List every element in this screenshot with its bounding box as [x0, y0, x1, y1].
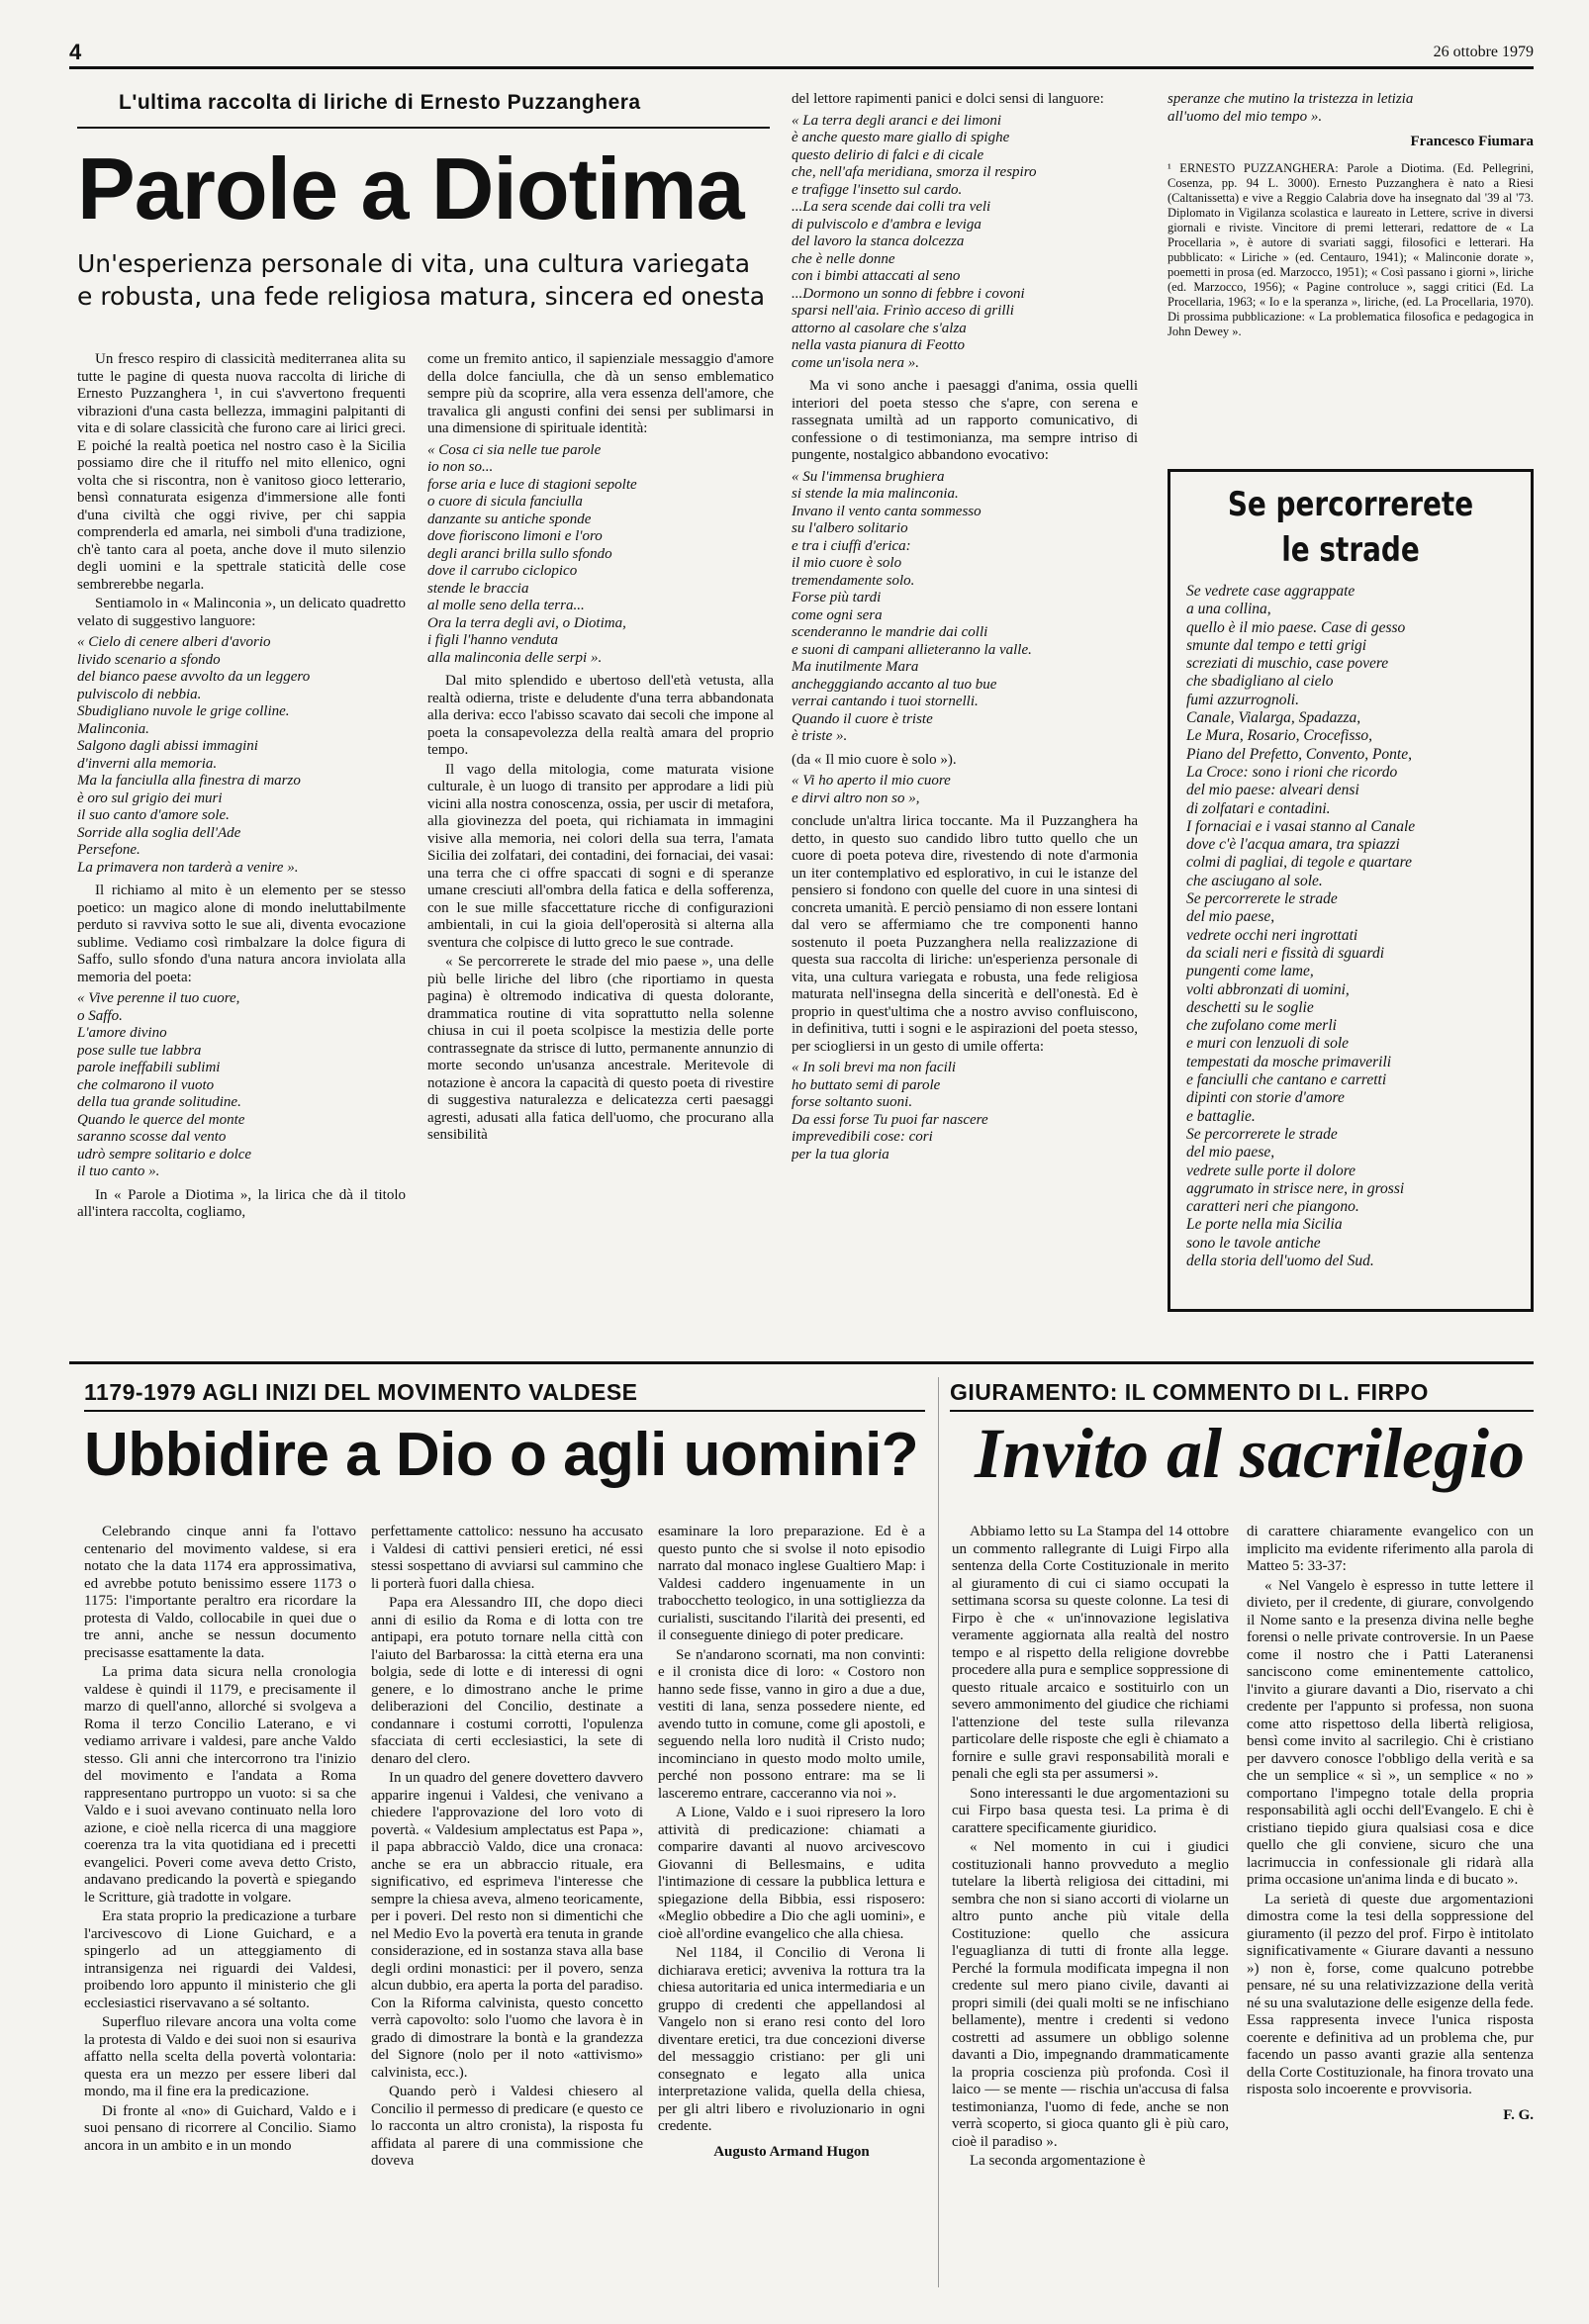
paragraph: di carattere chiaramente evangelico con un implicito ma evidente riferimento alla parola di Matteo 5: 33-37: [1247, 1524, 1534, 1574]
article1-column-2 [427, 351, 774, 1341]
paragraph: Dal mito splendido e ubertoso dell'età vetusta, alla realtà odierna, triste e deludente d'una terra abbandonata alla deriva: ecco l'abisso scavato dai secoli che impone al poeta la consapevolezza della realtà amara del proprio tempo. [427, 673, 774, 758]
poem-excerpt: « Su l'immensa brughiera si stende la mia malinconia. Invano il vento canta sommesso su l'albero solitario e tra i ciuffi d'erica: il mio cuore è solo tremendamente solo. Forse più tardi come ogni sera scenderanno le mandrie dai colli e suoni di campani allieteranno la valle. Ma inutilmente Mara anchegggiando accanto al tuo bue verrai cantando i tuoi stornelli. Quando il cuore è triste è triste ». [792, 468, 1032, 744]
article3-column-2 [1247, 1524, 1534, 2295]
paragraph: esaminare la loro preparazione. Ed è a questo punto che si svolse il noto episodio narrato dal monaco inglese Gualtiero Map: i Valdesi caddero ingenuamente in un trabocchetto teologico, in una sottigliezza da curialisti, suscitando l'ilarità dei presenti, ed il conseguente diniego di poter predicare. [658, 1524, 925, 1643]
paragraph: Se n'andarono scornati, ma non convinti: e il cronista dice di loro: « Costoro non hanno sede fisse, vanno in giro a due a due, vestiti di lana, senza possedere niente, ed avendo tutto in comune, come gli apostoli, e seguendo nella loro nudità il Cristo nudo; incominciano in questo modo molto umile, perché non possono entrare: ma se li lasceremo entrare, cacceranno via noi ». [658, 1646, 925, 1802]
poem-excerpt: « Cosa ci sia nelle tue parole io non so... forse aria e luce di stagioni sepolte o cuore di sicula fanciulla danzante su antiche sponde dove fioriscono limoni e l'oro degli aranci brilla sullo sfondo dove il carrubo ciclopico stende le braccia al molle seno della terra... Ora la terra degli avi, o Diotima, i figli l'hanno venduta alla malinconia delle serpi ». [427, 441, 637, 666]
article1-kicker: L'ultima raccolta di liriche di Ernesto Puzzanghera [119, 91, 641, 114]
column-divider [938, 1377, 939, 2287]
paragraph: Sono interessanti le due argomentazioni su cui Firpo basa questa tesi. La prima è di carattere specificamente giuridico. [952, 1785, 1229, 1836]
paragraph: « Nel Vangelo è espresso in tutte lettere il divieto, per il credente, di giurare, convolgendo il Nome santo e la presenza divina nelle beghe forensi o nelle private controversie. In un Paese come il nostro che i Patti Lateranensi sanciscono come eminentemente cattolico, l'invito a giurare davanti a Dio, riservato a chi credente per l'appunto si professa, non suona come atto rispettoso della libertà religiosa, bensì come invito al sacrilegio. Chi è cristiano per davvero conosce l'obbligo della verità e sa che un semplice « sì », un semplice « no » comportano l'impegno totale della propria responsabilità agli occhi dell'Evangelo. E chi è cristiano tiepido giura qualsiasi cosa e dice quello che gli conviene, sicuro che una lacrimuccia in confessionale gli ridarà alla prima occasione un'anima linda e di bucato ». [1247, 1577, 1534, 1888]
paragraph: Il richiamo al mito è un elemento per se stesso poetico: un magico alone di mondo ineluttabilmente perduto si ravviva sotto le sue ali, diventa evocazione sublime. Vediamo così rimbalzare la dolce figura di Saffo, sullo sfondo d'una natura ancora inviolata alla memoria del poeta: [77, 883, 406, 985]
article1-column-3 [792, 91, 1138, 1343]
article2-signature: Augusto Armand Hugon [713, 2143, 870, 2160]
paragraph: Papa era Alessandro III, che dopo dieci anni di esilio da Roma e di lotta con tre antipapi, era potuto tornare nella città con l'aiuto del Barbarossa: la città eterna era una bolgia, sede di lotte e di interessi di ogni genere, e lo dimostrano anche le prime deliberazioni del Concilio, destinate a condannare i costumi corrotti, l'opulenza sfacciata di certi ecclesiastici, la sete di denaro del clero. [371, 1595, 643, 1767]
poem-excerpt: « Cielo di cenere alberi d'avorio livido scenario a sfondo del bianco paese avvolto da un leggero pulviscolo di nebbia. Sbudigliano nuvole le grige colline. Malinconia. Salgono dagli abissi immagini d'inverni alla memoria. Ma la fanciulla alla finestra di marzo è oro sul grigio dei muri il suo canto d'amore sole. Sorride alla soglia dell'Ade Persefone. La primavera non tarderà a venire ». [77, 634, 311, 876]
paragraph: Superfluo rilevare ancora una volta come la protesta di Valdo e dei suoi non si esauriva affatto nella scelta della povertà volontaria: questa era un mezzo per essere liberi dal mondo, ma il fine era la predicazione. [84, 2014, 356, 2099]
article3-signature: F. G. [1503, 2106, 1534, 2123]
article1-column-1 [77, 351, 406, 1341]
article1-footnote: ¹ ERNESTO PUZZANGHERA: Parole a Diotima. (Ed. Pellegrini, Cosenza, pp. 94 L. 3000). Ernesto Puzzanghera è nato a Riesi (Caltanissetta) e vive a Reggio Calabria dove ha insegnato dal '39 al '73. Diplomato in Vigilanza scolastica e laureato in Lettere, scrive in diversi giornali e riviste. Vincitore di premi letterari, redattore de « La Procellaria », è autore di svariati saggi, filosofici e letterari. Ha pubblicato: « Liriche » (ed. Centauro, 1941); « Malinconie dorate », poemetti in prosa (ed. Marzocco, 1951); « Così passano i giorni », liriche (ed. Marzocco, 1956); « Pagine controluce », saggi critici (Ed. La Procellaria, 1963; « Io e la speranza », liriche, (ed. La Procellaria, 1970). Di prossima pubblicazione: « La problematica filosofica e pedagogica in John Dewey ». [1168, 160, 1534, 338]
paragraph: come un fremito antico, il sapienziale messaggio d'amore della dolce fanciulla, che dà un senso emblematico sempre più da scoprire, alla vera essenza dell'amore, che travalica gli angusti confini dei sensi per sublimarsi in una dimensione di spirituale identità: [427, 351, 774, 436]
paragraph: In un quadro del genere dovettero davvero apparire ingenui i Valdesi, che venivano a chiedere l'approvazione del loro voto di povertà. « Valdesium amplectatus est Papa », il papa abbracciò Valdo, dice una cronaca: anche se era un abbraccio rituale, era significativo, ed esprimeva l'interesse che sempre la chiesa aveva, almeno teoricamente, per i poveri. Del resto non si dimentichi che nel Medio Evo la povertà era tenuta in grande considerazione, ed in sostanza stava alla base degli ordini monastici: per il povero, senza alcun dubbio, era aperta la porta del paradiso. Con la Riforma calvinista, questo concetto verrà capovolto: solo l'uomo che lavora è in grado di dimostrare la bontà e la grandezza del Signore (nolo per il noto «attivismo» calvinista, ecc.). [371, 1770, 643, 2081]
article1-signature: Francesco Fiumara [1410, 134, 1534, 149]
poem-excerpt: « In soli brevi ma non facili ho buttato semi di parole forse soltanto suoni. Da essi forse Tu puoi far nascere imprevedibili cose: cori per la tua gloria [792, 1060, 988, 1162]
issue-date: 26 ottobre 1979 [1426, 44, 1534, 61]
paragraph: La serietà di queste due argomentazioni dimostra come la tesi della soppressione del giuramento (il pezzo del prof. Firpo è intitolato significativamente « Giurare davanti a nessuno ») non è, forse, come qualcuno potrebbe pensare, né su una relativizzazione della verità né su una svalutazione delle esigenze della fede. Essa rappresenta invece l'unica risposta coerente e definitiva ad un problema che, pur facendo un passo avanti grazie alla sentenza della Corte Costituzionale, ha finora trovato una risposta solo incoerente e provvisoria. [1247, 1891, 1534, 2097]
poem-excerpt: « La terra degli aranci e dei limoni è anche questo mare giallo di spighe questo delirio di falci e di cicale che, nell'afa meridiana, smorza il respiro e trafigge l'insetto sul cardo. ...La sera scende dai colli tra veli di pulviscolo e d'ambra e leviga del lavoro la stanca dolcezza che è nelle donne con i bimbi attaccati al seno ...Dormono un sonno di febbre i covoni sparsi nell'aia. Frinìo acceso di grilli attorno al casolare che s'alza nella vasta pianura di Feotto come un'isola nera ». [792, 112, 1037, 371]
paragraph: La prima data sicura nella cronologia valdese è quindi il 1179, e precisamente il marzo di quell'anno, allorché si svolgeva a Roma il terzo Concilio Laterano, e vi vediamo arrivare i valdesi, pare anche Valdo stesso. Gli anni che intercorrono tra l'inizio del movimento e l'andata a Roma rappresentano purtroppo un vuoto: si sa che Valdo e i suoi avevano continuato nella loro azione, e cioè nella ricerca di una maggiore coerenza tra la vita quotidiana ed i precetti evangelici. Poveri come aveva detto Cristo, andavano predicando la povertà e spiegando le Scritture, già tradotte in volgare. [84, 1664, 356, 1906]
paragraph: Abbiamo letto su La Stampa del 14 ottobre un commento rallegrante di Luigi Firpo alla sentenza della Corte Costituzionale in merito al giuramento di cui ci siamo occupati la settimana scorsa su queste colonne. La tesi di Firpo è che « un'innovazione legislativa veramente aggiornata alla realtà del nostro tempo e al rispetto della religione dovrebbe procedere alla pura e semplice soppressione di questo rituale arcaico e sostituirlo con un severo ammonimento del giudice che richiami l'attenzione del teste sulla rilevanza particolare delle risposte che egli è chiamato a fornire e sulle gravi responsabilità morali e penali che egli sta per assumersi ». [952, 1524, 1229, 1782]
poem-excerpt: « Vive perenne il tuo cuore, o Saffo. L'amore divino pose sulle tue labbra parole ineffabili sublimi che colmarono il vuoto della tua grande solitudine. Quando le querce del monte saranno scosse dal vento udrò sempre solitario e dolce il tuo canto ». [77, 990, 252, 1179]
paragraph: La seconda argomentazione è [970, 2153, 1146, 2169]
paragraph: Era stata proprio la predicazione a turbare l'arcivescovo di Lione Guichard, e a spingerlo ad un atteggiamento di intransigenza nei riguardi dei Valdesi, proibendo loro appunto il ministerio che gli ecclesiastici riservavano a sé soltanto. [84, 1908, 356, 2011]
article3-kicker-rule [950, 1410, 1534, 1412]
article1-title: Parole a Diotima [77, 139, 744, 237]
paragraph: Il vago della mitologia, come maturata visione culturale, è un luogo di transito per approdare a lidi più vicini alla nostra conoscenza, ossia, per uscir di metafora, alla giovinezza del poeta, qui richiamata in immagini visive alla memoria, nei colori della sua terra, l'amata Sicilia dei zolfatari, dei contadini, dei fornaciai, dei vasai: una terra che ci offre spaccati di sogni e di speranze umane cresciuti all'ombra della fatica e della sofferenza, con le sue mille sfaccettature ricche di configurazioni ambientali, in cui la gioia dell'operosità si alterna alla sventura che colpisce di lutto greco le sue contrade. [427, 761, 774, 951]
paragraph: Un fresco respiro di classicità mediterranea alita su tutte le pagine di questa nuova raccolta di liriche di Ernesto Puzzanghera ¹, in cui s'avvertono frequenti vibrazioni d'una casta bellezza, immagini palpitanti di vita e di solare classicità che furono care ai lirici greci. E poiché la realtà poetica nel nostro caso è la Sicilia possiamo dire che il rituffo nel mito ellenico, ogni volta che si riscontra, non è vanitoso gioco letterario, bensì connaturata esigenza d'immersione alle fonti d'una civiltà che oggi rivive, per chi sappia comprenderla ed amarla, nei simboli d'una tradizione, ch'è tanto cara al poeta, anche dove il muto silenzio degli uomini e la spettrale staticità delle cose sembrerebbe negarla. [77, 351, 406, 593]
paragraph: Nel 1184, il Concilio di Verona li dichiarava eretici; avveniva la rottura tra la chiesa autoritaria ed unica intermediaria e un gruppo di credenti che appellandosi al Vangelo non si erano resi conto del loro diventare eretici, tra due concezioni diverse del messaggio cristiano: per gli uni consegnato e legato alla unica interpretazione valida, quella della chiesa, per gli altri libero e rivoluzionario in ogni credente. [658, 1945, 925, 2134]
paragraph: In « Parole a Diotima », la lirica che dà il titolo all'intera raccolta, cogliamo, [77, 1186, 406, 1220]
page-number: 4 [69, 40, 89, 65]
paragraph: A Lione, Valdo e i suoi ripresero la loro attività di predicazione: chiamati a comparire davanti al nuovo arcivescovo Giovanni di Bellesmains, e udita l'intimazione di cessare la pubblica lettura e spiegazione della Bibbia, essi risposero: «Meglio obbedire a Dio che agli uomini», e cioè all'ordine evangelico che alla chiesa. [658, 1805, 925, 1942]
article3-title: Invito al sacrilegio [975, 1414, 1525, 1493]
article2-title: Ubbidire a Dio o agli uomini? [84, 1421, 919, 1489]
article2-kicker: 1179-1979 AGLI INIZI DEL MOVIMENTO VALDESE [84, 1379, 638, 1405]
article2-kicker-rule [84, 1410, 925, 1412]
paragraph: « Se percorrerete le strade del mio paese », una delle più belle liriche del libro (che riportiamo in questa pagina) è oltremodo indicativa di questa dolorante, drammatica routine di vita soprattutto nella solenne chiusa in cui il poeta scolpisce la mestizia delle porte contrassegnate da strisce di lutto, permanente annunzio di morte secondo un'usanza ancestrale. Meritevole di notazione è ancora la capacità di questo poeta di rivestire di suggestiva naturalezza e delicatezza certi paesaggi agresti, adusati alla fatica dell'uomo, che procurano alla sensibilità [427, 954, 774, 1143]
paragraph: perfettamente cattolico: nessuno ha accusato i Valdesi di cattivi pensieri eretici, né essi stessi sospettano di avviarsi sul cammino che li porterà fuori dalla chiesa. [371, 1524, 643, 1592]
poem-excerpt: « Vi ho aperto il mio cuore e dirvi altro non so », [792, 773, 951, 806]
article3-column-1 [952, 1524, 1229, 2295]
paragraph: conclude un'altra lirica toccante. Ma il Puzzanghera ha detto, in questo suo candido libro tutto quello che un cuore di poeta poteva dire, rivestendo di note d'armonia un iter contemplativo ed esplorativo, in cui le istanze del pensiero si fondono con quelle del cuore in una sintesi di concreta umanità. E perciò pensiamo di non essere lontani dal vero se affermiamo che tre componenti hanno sostenuto il poeta Puzzanghera nella realizzazione di questa sua raccolta di liriche: un'esperienza personale di vita, una cultura variegata e robusta, una fede religiosa maturata nell'insegna della sincerità e dell'onestà. Ed è proprio in quest'ultima che a nostro avviso confluiscono, in definitiva, tutti i sogni e le aspirazioni del poeta stesso, per sciogliersi in un gesto di umile offerta: [792, 813, 1138, 1055]
paragraph: Di fronte al «no» di Guichard, Valdo e i suoi pensano di ricorrere al Concilio. Siamo ancora in un ambito e in un mondo [84, 2102, 356, 2154]
section-divider [69, 1361, 1534, 1364]
article2-column-1 [84, 1524, 356, 2276]
article1-kicker-rule [77, 127, 770, 129]
poem-excerpt: speranze che mutino la tristezza in letizia all'uomo del mio tempo ». [1168, 91, 1414, 125]
poem-box-body: Se vedrete case aggrappate a una collina, quello è il mio paese. Case di gesso smunte dal tempo e tetti grigi screziati di muschio, case povere che sbadigliano al cielo fumi azzurrognoli. Canale, Vialarga, Spadazza, Le Mura, Rosario, Crocefisso, Piano del Prefetto, Convento, Ponte, La Croce: sono i rioni che ricordo del mio paese: alveari densi di zolfatari e contadini. I fornaciai e i vasai stanno al Canale dove c'è l'acqua amara, tra spiazzi colmi di pagliai, di tegole e quartare che asciugano al sole. Se percorrerete le strade del mio paese, vedrete occhi neri ingrottati da sciali neri e fissità di sguardi pungenti come lame, volti abbronzati di uomini, deschetti su le soglie che zufolano come merli e muri con lenzuoli di sole tempestati da mosche primaverili e fanciulli che cantano e carretti dipinti con storie d'amore e battaglie. Se percorrerete le strade del mio paese, vedrete sulle porte il dolore aggrumato in strisce nere, in grossi caratteri neri che piangono. Le porte nella mia Sicilia sono le tavole antiche della storia dell'uomo del Sud. [1186, 583, 1416, 1269]
paragraph: del lettore rapimenti panici e dolci sensi di languore: [792, 91, 1104, 107]
article2-column-3 [658, 1524, 925, 2276]
paragraph: Ma vi sono anche i paesaggi d'anima, ossia quelli interiori del poeta stesso che s'apre, con serena e rassegnata umiltà ad un rapporto comunicativo, di confessione o di testimonianza, ma sempre intriso di pungente, nostalgico abbandono evocativo: [792, 378, 1138, 463]
article1-column-4 [1168, 91, 1534, 457]
article3-kicker: GIURAMENTO: IL COMMENTO DI L. FIRPO [950, 1379, 1429, 1405]
paragraph: Quando però i Valdesi chiesero al Concilio il permesso di predicare (e questo ce lo racconta un altro cronista), la risposta fu affidata al parere di una commissione che doveva [371, 2084, 643, 2169]
paragraph: Celebrando cinque anni fa l'ottavo centenario del movimento valdese, si era notato che la data 1174 era approssimativa, ed avrebbe potuto benissimo essere 1173 o 1175: l'importante peraltro era ricordare la protesta di Valdo, collocabile in quei due o tre anni, anche se nessun documento precisasse esattamente la data. [84, 1524, 356, 1661]
paragraph: Sentiamolo in « Malinconia », un delicato quadretto velato di suggestivo languore: [77, 596, 406, 629]
poem-box [1168, 469, 1534, 1312]
citation: (da « Il mio cuore è solo »). [792, 751, 957, 768]
article2-column-2 [371, 1524, 643, 2276]
page-header [69, 40, 1534, 69]
poem-box-title: Se percorrerete le strade [1227, 485, 1474, 570]
article1-subtitle: Un'esperienza personale di vita, una cultura variegata e robusta, una fede religiosa matura, sincera ed onesta [77, 249, 766, 311]
paragraph: « Nel momento in cui i giudici costituzionali hanno provveduto a meglio tutelare la libertà religiosa dei cittadini, mi sembra che non si siano accorti di violarne un altro punto anche più vitale della Costituzione: quello che assicura l'eguaglianza di tutti di fronte alla legge. Perché la formula modificata impegna il non credente sul mero piano civile, davanti ai propri simili (dei quali molti se ne infischiano bellamente), mentre i credenti si vedono costretti ad assumere un obbligo solenne davanti a Dio, impegnando drammaticamente la propria coscienza più profonda. Così il laico — se mente — rischia un'accusa di falsa testimonianza, l'uomo di fede, anche se non verrà scoperto, si gioca quanto gli è più caro, cioè il paradiso ». [952, 1839, 1229, 2150]
